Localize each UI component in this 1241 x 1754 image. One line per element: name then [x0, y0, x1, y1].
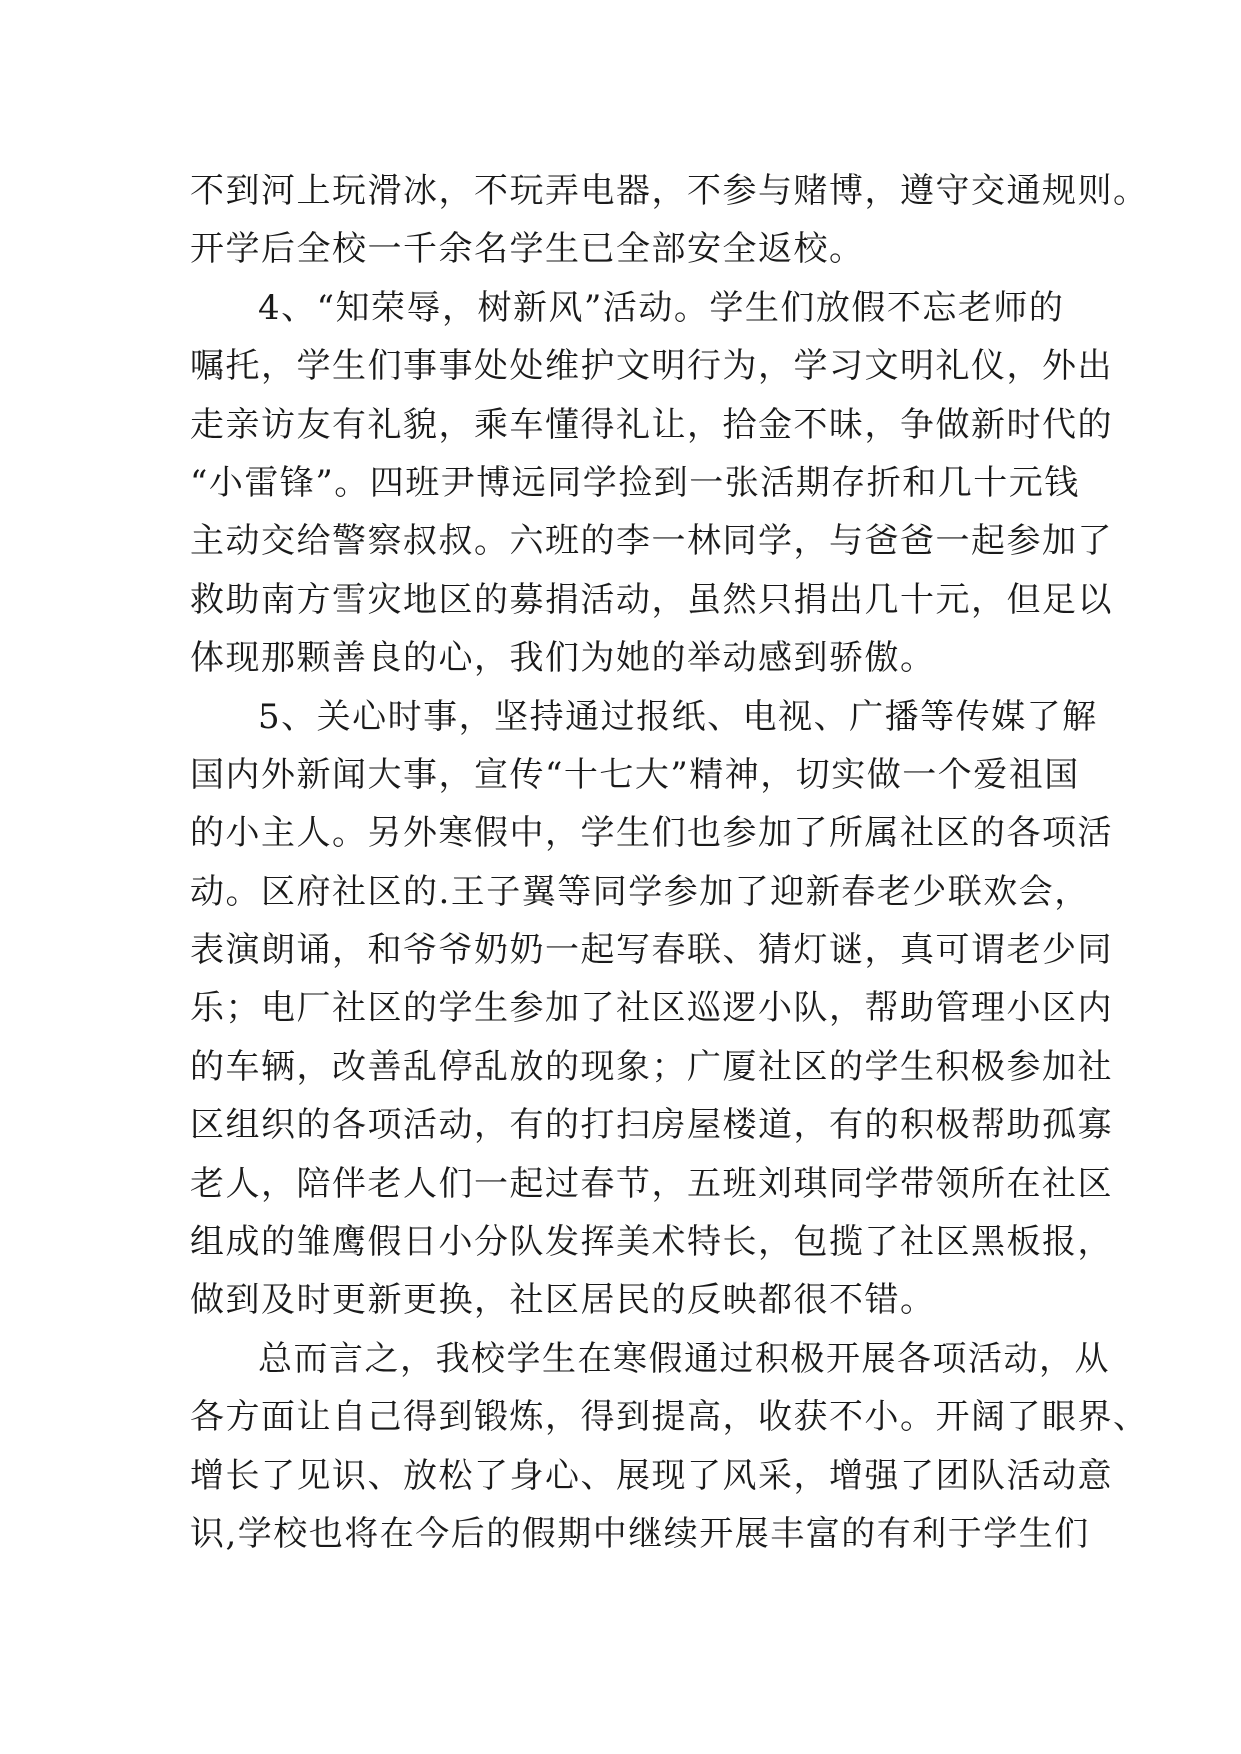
- text-line: 增长了见识、放松了身心、展现了风采，增强了团队活动意: [190, 1455, 1113, 1496]
- text-line: 走亲访友有礼貌，乘车懂得礼让，拾金不昧，争做新时代的: [190, 404, 1113, 445]
- text-line: 不到河上玩滑冰，不玩弄电器，不参与赌博，遵守交通规则。: [190, 171, 1149, 211]
- text-line: 表演朗诵，和爷爷奶奶一起写春联、猜灯谜，真可谓老少同: [190, 930, 1113, 971]
- text-line: 各方面让自己得到锻炼，得到提高，收获不小。开阔了眼界、: [190, 1397, 1149, 1438]
- text-line: 4、“知荣辱，树新风”活动。学生们放假不忘老师的: [258, 287, 1065, 328]
- text-line: 动。区府社区的.王子翼等同学参加了迎新春老少联欢会，: [190, 871, 1090, 912]
- text-line: 的小主人。另外寒假中，学生们也参加了所属社区的各项活: [190, 813, 1113, 854]
- text-line: 国内外新闻大事，宣传“十七大”精神，切实做一个爱祖国: [190, 754, 1080, 795]
- text-line: 5、关心时事，坚持通过报纸、电视、广播等传媒了解: [258, 696, 1098, 737]
- text-line: 开学后全校一千余名学生已全部安全返校。: [190, 229, 865, 270]
- text-line: 区组织的各项活动，有的打扫房屋楼道，有的积极帮助孤寡: [190, 1105, 1113, 1146]
- text-line: 救助南方雪灾地区的募捐活动，虽然只捐出几十元，但足以: [190, 579, 1113, 620]
- text-line: 识,学校也将在今后的假期中继续开展丰富的有利于学生们: [190, 1513, 1090, 1554]
- text-line: 主动交给警察叔叔。六班的李一林同学，与爸爸一起参加了: [190, 521, 1113, 562]
- text-line: “小雷锋”。四班尹博远同学捡到一张活期存折和几十元钱: [190, 462, 1080, 503]
- text-line: 乐；电厂社区的学生参加了社区巡逻小队，帮助管理小区内: [190, 988, 1113, 1029]
- body-text: [190, 162, 1149, 1563]
- text-line: 做到及时更新更换，社区居民的反映都很不错。: [190, 1280, 936, 1321]
- text-line: 老人，陪伴老人们一起过春节，五班刘琪同学带领所在社区: [190, 1163, 1113, 1204]
- text-line: 嘱托，学生们事事处处维护文明行为，学习文明礼仪，外出: [190, 346, 1113, 387]
- text-line: 组成的雏鹰假日小分队发挥美术特长，包揽了社区黑板报，: [190, 1222, 1113, 1263]
- text-line: 的车辆，改善乱停乱放的现象；广厦社区的学生积极参加社: [190, 1046, 1113, 1087]
- text-line: 总而言之，我校学生在寒假通过积极开展各项活动，从: [258, 1338, 1110, 1379]
- text-line: 体现那颗善良的心，我们为她的举动感到骄傲。: [190, 638, 936, 679]
